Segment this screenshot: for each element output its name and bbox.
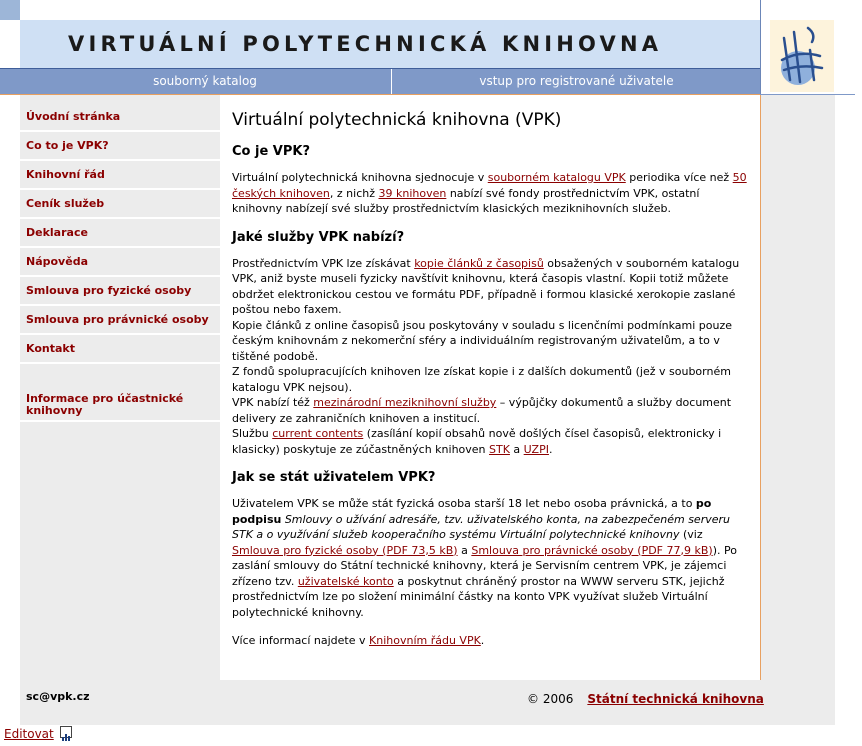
text-span: Více informací najdete v [232, 634, 370, 647]
text-span: a [457, 543, 472, 557]
copyright-text: © 2006 [527, 692, 574, 706]
site-title: VIRTUÁLNÍ POLYTECHNICKÁ KNIHOVNA [68, 32, 663, 56]
text-span: (zasílání kopií obsahů nově došlých čísel časopisů, elektronicky i klasicky) poskytuje ze zúčastněných knihoven [232, 427, 722, 456]
sidebar-item-help[interactable] [20, 248, 220, 277]
nav-login-link[interactable]: vstup pro registrované uživatele [391, 69, 761, 94]
sidebar-item-label: Smlouva pro fyzické osoby [26, 284, 192, 297]
corner-block [0, 0, 20, 20]
logo-icon [770, 20, 834, 92]
link-50-libraries[interactable]: 50 českých knihoven [232, 171, 747, 200]
sidebar-item-label: Nápověda [26, 255, 88, 268]
section-become-user-text [232, 496, 747, 620]
text-span: (viz [679, 528, 703, 541]
section-services-text [232, 256, 747, 458]
text-span: periodika více než [625, 171, 733, 184]
sidebar-item-home[interactable] [20, 103, 220, 132]
sidebar-item-about[interactable] [20, 132, 220, 161]
sidebar [20, 95, 220, 680]
sidebar-item-label: Smlouva pro právnické osoby [26, 313, 209, 326]
sidebar-item-label: Knihovní řád [26, 168, 105, 181]
right-column [761, 95, 835, 725]
text-span: – výpůjčky dokumentů a služby document delivery ze zahraničních knihoven a institucí. [232, 396, 732, 425]
text-span: a [509, 442, 524, 456]
sidebar-item-rules[interactable] [20, 161, 220, 190]
sidebar-item-label: Deklarace [26, 226, 88, 239]
section-heading-what: Co je VPK? [232, 144, 310, 159]
copyright [527, 692, 764, 706]
text-span: , z nichž [329, 186, 379, 200]
nav-bar [0, 68, 760, 95]
sidebar-item-member-libraries[interactable] [20, 364, 220, 422]
sidebar-item-pricing[interactable] [20, 190, 220, 219]
sidebar-item-declaration[interactable] [20, 219, 220, 248]
italic-text: Smlouvy o užívání adresáře, tzv. uživatelského konta, na zabezpečeném serveru STK a o využívání služeb kooperačního systému Virtuální polytechnické knihovny [232, 512, 730, 541]
main-right-border [760, 95, 761, 680]
nav-catalog-link[interactable]: souborný katalog [153, 74, 257, 88]
text-span: obsažených v souborném katalogu VPK, aniž byste museli fyzicky navštívit knihovnu, která časopis vlastní. Kopii totiž můžete obdržet elektronickou cestou ve formátu PDF, případně i formou klasické xerokopie zaslané poštou nebo faxem. [232, 256, 740, 316]
link-uzpi[interactable]: UZPI [523, 442, 549, 456]
header-banner [20, 20, 760, 68]
text-span: Kopie článků z online časopisů jsou poskytovány v souladu s licenčními podmínkami pouze českým knihovnám z nekomerční sféry a individuálním registrovaným uživatelům, a to v tištěné podobě. [232, 318, 733, 363]
text-span: . [480, 634, 485, 647]
sidebar-item-contract-individuals[interactable] [20, 277, 220, 306]
bar-chart-icon [61, 732, 71, 742]
link-catalog[interactable]: souborném katalogu VPK [487, 171, 626, 184]
bold-text: po podpisu [232, 497, 712, 526]
link-user-account[interactable]: uživatelské konto [297, 574, 394, 588]
link-stk[interactable]: STK [489, 442, 510, 456]
section-heading-services: Jaké služby VPK nabízí? [232, 229, 405, 245]
sidebar-item-label: Informace pro účastnické knihovny [26, 392, 184, 417]
text-span: ). Po zaslání smlouvy do Státní technické knihovny, která je Servisním centrem VPK, je zájemci zřízeno tzv. [232, 543, 737, 588]
text-span: VPK nabízí též [232, 396, 314, 409]
main-content [232, 106, 747, 662]
text-span: a poskytnut chráněný prostor na WWW serveru STK, jejichž prostřednictvím lze po složení minimální částky na konto VPK využívat služeb Virtuální polytechnické knihovny. [232, 574, 725, 619]
text-span: . [548, 442, 553, 456]
more-info-text [232, 633, 747, 649]
text-span: Z fondů spolupracujících knihoven lze získat kopie i z dalších dokumentů (jež v souborném katalogu VPK nejsou). [232, 365, 731, 394]
sidebar-item-label: Ceník služeb [26, 197, 105, 210]
text-span: Uživatelem VPK se může stát fyzická osoba starší 18 let nebo osoba právnická, a to [232, 497, 696, 510]
link-article-copies[interactable]: kopie článků z časopisů [414, 256, 544, 270]
sidebar-item-contract-companies[interactable] [20, 306, 220, 335]
section-heading-become-user: Jak se stát uživatelem VPK? [232, 470, 436, 485]
text-span: Službu [232, 427, 273, 440]
sidebar-item-label: Co to je VPK? [26, 139, 109, 152]
page-title: Virtuální polytechnická knihovna (VPK) [232, 110, 562, 130]
section-what-text [232, 170, 747, 217]
text-span: nabízí své fondy prostřednictvím VPK, ostatní knihovny nabízejí své služby prostřednictvím klasických meziknihovních služeb. [232, 186, 700, 215]
link-interlibrary[interactable]: mezinárodní meziknihovní služby [313, 396, 497, 409]
org-link[interactable]: Státní technická knihovna [587, 692, 764, 706]
sidebar-item-contact[interactable] [20, 335, 220, 364]
text-span: Virtuální polytechnická knihovna sjednocuje v [232, 171, 488, 184]
link-current-contents[interactable]: current contents [272, 427, 364, 440]
sidebar-item-label: Kontakt [26, 342, 75, 355]
link-39-libraries[interactable]: 39 knihoven [378, 186, 447, 200]
link-contract-individuals-pdf[interactable]: Smlouva pro fyzické osoby (PDF 73,5 kB) [232, 543, 458, 557]
text-span: Prostřednictvím VPK lze získávat [232, 256, 415, 270]
statistics-icon[interactable] [60, 726, 72, 738]
contact-email: sc@vpk.cz [26, 690, 90, 703]
edit-link[interactable]: Editovat [4, 727, 54, 741]
sidebar-item-label: Úvodní stránka [26, 110, 121, 123]
vpk-logo[interactable] [770, 20, 834, 92]
link-contract-companies-pdf[interactable]: Smlouva pro právnické osoby (PDF 77,9 kB) [471, 543, 713, 557]
link-library-rules[interactable]: Knihovním řádu VPK [369, 634, 481, 647]
